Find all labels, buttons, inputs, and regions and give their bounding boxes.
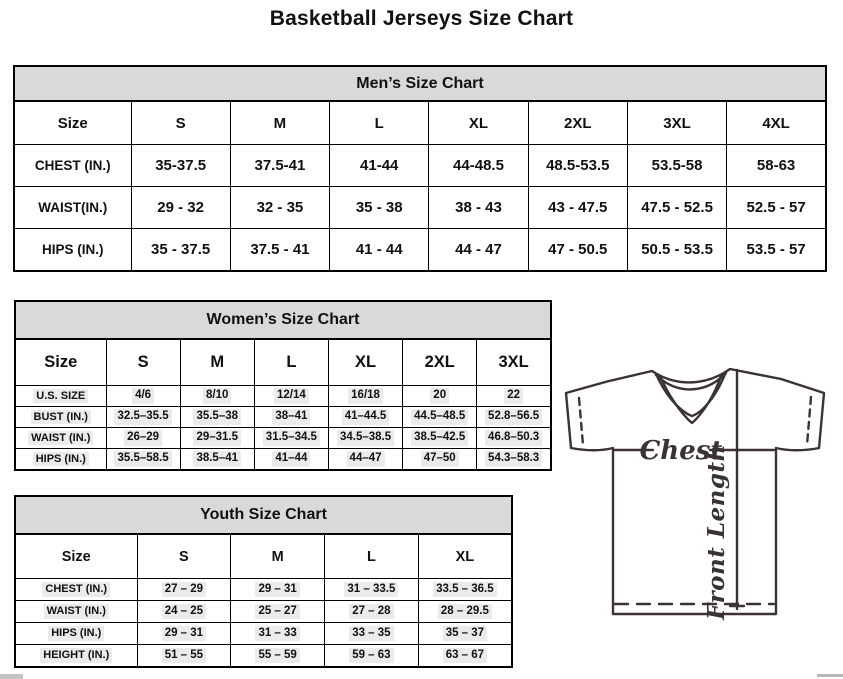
table-cell: 43 - 47.5 <box>528 187 627 229</box>
table-cell: 37.5 - 41 <box>230 229 329 272</box>
table-cell: 38 - 43 <box>429 187 528 229</box>
table-cell: 44–47 <box>328 449 402 471</box>
table-cell: 58-63 <box>727 145 826 187</box>
mens-chart-title: Men’s Size Chart <box>14 66 826 101</box>
table-cell: 63 – 67 <box>418 645 512 668</box>
table-cell: 35.5–38 <box>180 407 254 428</box>
table-cell: 52.8–56.5 <box>477 407 551 428</box>
womens-size-chart-table <box>14 300 552 471</box>
table-cell: 31 – 33.5 <box>325 579 419 601</box>
table-row <box>15 601 512 623</box>
table-row <box>15 645 512 668</box>
table-cell: 32 - 35 <box>230 187 329 229</box>
column-header: XL <box>328 339 402 386</box>
mens-size-chart-table <box>13 65 827 272</box>
scrollbar-fragment-right <box>817 674 843 677</box>
table-cell: 47–50 <box>403 449 477 471</box>
table-cell: 35 - 37.5 <box>131 229 230 272</box>
table-cell: 29 – 31 <box>137 623 231 645</box>
column-header: L <box>330 101 429 145</box>
column-header: Size <box>15 339 106 386</box>
table-cell: 41-44 <box>330 145 429 187</box>
column-header: 3XL <box>477 339 551 386</box>
column-header: 4XL <box>727 101 826 145</box>
column-header: M <box>231 534 325 579</box>
table-cell: 44 - 47 <box>429 229 528 272</box>
table-cell: 47 - 50.5 <box>528 229 627 272</box>
table-cell: 44-48.5 <box>429 145 528 187</box>
column-header: M <box>180 339 254 386</box>
front-length-label: Front Length <box>703 444 730 620</box>
table-cell: 53.5-58 <box>627 145 726 187</box>
page-title: Basketball Jerseys Size Chart <box>269 7 574 30</box>
column-header: Size <box>15 534 137 579</box>
table-row <box>14 145 826 187</box>
table-row <box>15 579 512 601</box>
table-cell: 29 – 31 <box>231 579 325 601</box>
table-cell: 28 – 29.5 <box>418 601 512 623</box>
youth-chart-title: Youth Size Chart <box>15 496 512 534</box>
youth-size-chart-table <box>14 495 513 668</box>
table-cell: 27 – 29 <box>137 579 231 601</box>
table-cell: 53.5 - 57 <box>727 229 826 272</box>
table-cell: 41–44 <box>254 449 328 471</box>
row-label: CHEST (IN.) <box>14 145 131 187</box>
column-header: Size <box>14 101 131 145</box>
womens-chart-title: Women’s Size Chart <box>15 301 551 339</box>
table-cell: 35 – 37 <box>418 623 512 645</box>
table-cell: 33 – 35 <box>325 623 419 645</box>
table-row <box>15 623 512 645</box>
womens-chart-title-row <box>15 301 551 339</box>
table-cell: 52.5 - 57 <box>727 187 826 229</box>
column-header: S <box>137 534 231 579</box>
table-cell: 22 <box>477 386 551 407</box>
table-cell: 59 – 63 <box>325 645 419 668</box>
table-row <box>14 229 826 272</box>
column-header: S <box>106 339 180 386</box>
table-row <box>14 187 826 229</box>
table-cell: 38–41 <box>254 407 328 428</box>
chest-label: Chest <box>639 436 723 466</box>
table-cell: 29 - 32 <box>131 187 230 229</box>
table-cell: 34.5–38.5 <box>328 428 402 449</box>
table-cell: 33.5 – 36.5 <box>418 579 512 601</box>
table-cell: 41 - 44 <box>330 229 429 272</box>
table-cell: 47.5 - 52.5 <box>627 187 726 229</box>
table-cell: 26–29 <box>106 428 180 449</box>
table-cell: 20 <box>403 386 477 407</box>
mens-chart-title-row <box>14 66 826 101</box>
row-label: HIPS (IN.) <box>15 623 137 645</box>
table-cell: 35 - 38 <box>330 187 429 229</box>
table-cell: 8/10 <box>180 386 254 407</box>
table-cell: 46.8–50.3 <box>477 428 551 449</box>
table-cell: 32.5–35.5 <box>106 407 180 428</box>
table-cell: 41–44.5 <box>328 407 402 428</box>
row-label: HIPS (IN.) <box>14 229 131 272</box>
column-header: 2XL <box>403 339 477 386</box>
table-cell: 35-37.5 <box>131 145 230 187</box>
column-header: XL <box>418 534 512 579</box>
table-cell: 51 – 55 <box>137 645 231 668</box>
table-cell: 50.5 - 53.5 <box>627 229 726 272</box>
scrollbar-fragment-left <box>0 674 23 679</box>
row-label: WAIST (IN.) <box>15 428 106 449</box>
table-cell: 27 – 28 <box>325 601 419 623</box>
table-cell: 35.5–58.5 <box>106 449 180 471</box>
table-row <box>15 407 551 428</box>
table-row <box>15 449 551 471</box>
row-label: WAIST(IN.) <box>14 187 131 229</box>
womens-header-row <box>15 339 551 386</box>
table-cell: 29–31.5 <box>180 428 254 449</box>
column-header: 3XL <box>627 101 726 145</box>
table-cell: 38.5–41 <box>180 449 254 471</box>
column-header: 2XL <box>528 101 627 145</box>
column-header: L <box>325 534 419 579</box>
table-cell: 38.5–42.5 <box>403 428 477 449</box>
youth-header-row <box>15 534 512 579</box>
table-cell: 25 – 27 <box>231 601 325 623</box>
row-label: CHEST (IN.) <box>15 579 137 601</box>
table-cell: 54.3–58.3 <box>477 449 551 471</box>
column-header: M <box>230 101 329 145</box>
mens-header-row <box>14 101 826 145</box>
table-cell: 24 – 25 <box>137 601 231 623</box>
row-label: WAIST (IN.) <box>15 601 137 623</box>
table-cell: 31 – 33 <box>231 623 325 645</box>
jersey-outline <box>566 369 824 614</box>
row-label: HIPS (IN.) <box>15 449 106 471</box>
table-cell: 12/14 <box>254 386 328 407</box>
row-label: U.S. SIZE <box>15 386 106 407</box>
table-cell: 48.5-53.5 <box>528 145 627 187</box>
table-cell: 37.5-41 <box>230 145 329 187</box>
column-header: S <box>131 101 230 145</box>
column-header: L <box>254 339 328 386</box>
table-row <box>15 428 551 449</box>
youth-chart-title-row <box>15 496 512 534</box>
table-cell: 16/18 <box>328 386 402 407</box>
jersey-measurement-diagram <box>557 358 841 624</box>
table-row <box>15 386 551 407</box>
table-cell: 55 – 59 <box>231 645 325 668</box>
table-cell: 44.5–48.5 <box>403 407 477 428</box>
table-cell: 4/6 <box>106 386 180 407</box>
column-header: XL <box>429 101 528 145</box>
row-label: HEIGHT (IN.) <box>15 645 137 668</box>
row-label: BUST (IN.) <box>15 407 106 428</box>
table-cell: 31.5–34.5 <box>254 428 328 449</box>
